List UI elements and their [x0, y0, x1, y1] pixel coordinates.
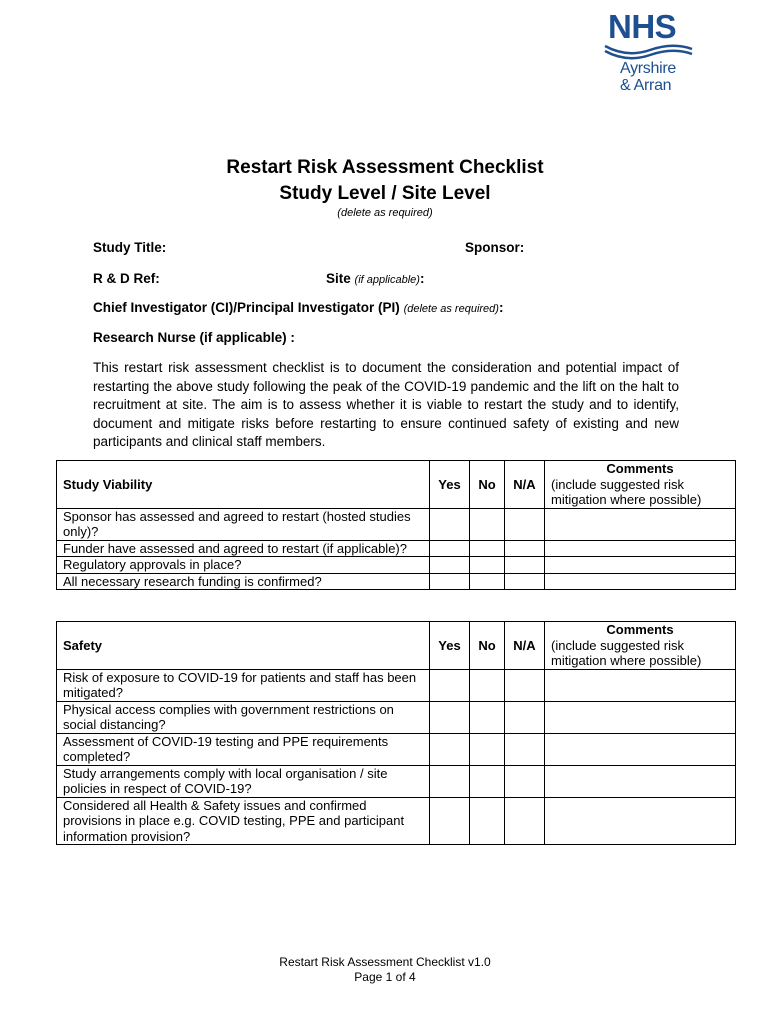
comments-cell[interactable] [545, 765, 736, 797]
comments-cell[interactable] [545, 733, 736, 765]
footer-version: Restart Risk Assessment Checklist v1.0 [279, 955, 491, 969]
no-column-header: No [470, 461, 505, 509]
na-column-header: N/A [505, 622, 545, 670]
checklist-item: All necessary research funding is confirmed? [57, 573, 430, 590]
yes-cell[interactable] [430, 797, 470, 845]
document-title: Restart Risk Assessment Checklist [226, 157, 544, 178]
logo-org-line1: Ayrshire [620, 60, 676, 77]
na-column-header: N/A [505, 461, 545, 509]
yes-cell[interactable] [430, 669, 470, 701]
study-title-label: Study Title: [93, 240, 167, 255]
rd-ref-label: R & D Ref: [93, 271, 160, 286]
no-cell[interactable] [470, 669, 505, 701]
yes-cell[interactable] [430, 508, 470, 540]
ci-pi-field: Chief Investigator (CI)/Principal Investigator (PI) (delete as required): [93, 300, 504, 315]
title-note: (delete as required) [337, 207, 433, 219]
checklist-item: Study arrangements comply with local organisation / site policies in respect of COVID-19? [57, 765, 430, 797]
research-nurse-label: Research Nurse (if applicable) : [93, 330, 295, 345]
na-cell[interactable] [505, 765, 545, 797]
comments-cell[interactable] [545, 508, 736, 540]
checklist-item: Considered all Health & Safety issues and confirmed provisions in place e.g. COVID testing, PPE and participant information provision? [57, 797, 430, 845]
table-row [57, 765, 736, 797]
table-row [57, 508, 736, 540]
yes-cell[interactable] [430, 557, 470, 574]
checklist-item: Regulatory approvals in place? [57, 557, 430, 574]
na-cell[interactable] [505, 733, 545, 765]
footer-page-number: Page 1 of 4 [354, 970, 416, 984]
table-row [57, 733, 736, 765]
checklist-item: Risk of exposure to COVID-19 for patients and staff has been mitigated? [57, 669, 430, 701]
section-heading: Study Viability [57, 461, 430, 509]
na-cell[interactable] [505, 573, 545, 590]
no-cell[interactable] [470, 508, 505, 540]
comments-note: (include suggested risk mitigation where possible) [551, 476, 702, 507]
table-row [57, 557, 736, 574]
yes-cell[interactable] [430, 701, 470, 733]
na-cell[interactable] [505, 669, 545, 701]
no-cell[interactable] [470, 701, 505, 733]
comments-cell[interactable] [545, 701, 736, 733]
comments-cell[interactable] [545, 557, 736, 574]
no-cell[interactable] [470, 797, 505, 845]
na-cell[interactable] [505, 508, 545, 540]
na-cell[interactable] [505, 797, 545, 845]
comments-column-header [545, 622, 736, 670]
logo-brand: NHS [608, 8, 677, 45]
study-viability-table [56, 460, 736, 590]
comments-title: Comments [606, 622, 674, 637]
yes-column-header: Yes [430, 461, 470, 509]
site-note: (if applicable) [354, 274, 420, 286]
checklist-item: Sponsor has assessed and agreed to restart (hosted studies only)? [57, 508, 430, 540]
intro-paragraph: This restart risk assessment checklist is to document the consideration and potential impact of restarting the above study following the peak of the COVID-19 pandemic and the lift on the halt to recruitment at site. The aim is to assess whether it is viable to restart the study and to identify, document and mitigate risks before restarting to ensure continued safety of existing and new participants and clinical staff members. [93, 360, 679, 449]
yes-cell[interactable] [430, 540, 470, 557]
safety-table [56, 621, 736, 845]
checklist-item: Funder have assessed and agreed to restart (if applicable)? [57, 540, 430, 557]
site-label: Site [326, 271, 351, 286]
logo-org-line2: & Arran [620, 77, 672, 94]
document-subtitle: Study Level / Site Level [279, 183, 491, 204]
no-cell[interactable] [470, 557, 505, 574]
ci-pi-label: Chief Investigator (CI)/Principal Investigator (PI) [93, 300, 400, 315]
table-header-row [57, 461, 736, 509]
comments-cell[interactable] [545, 540, 736, 557]
table-row [57, 701, 736, 733]
comments-cell[interactable] [545, 797, 736, 845]
comments-note: (include suggested risk mitigation where possible) [551, 637, 702, 668]
yes-cell[interactable] [430, 733, 470, 765]
table-header-row [57, 622, 736, 670]
table-row [57, 573, 736, 590]
checklist-item: Assessment of COVID-19 testing and PPE requirements completed? [57, 733, 430, 765]
checklist-item: Physical access complies with government restrictions on social distancing? [57, 701, 430, 733]
no-cell[interactable] [470, 540, 505, 557]
comments-title: Comments [606, 461, 674, 476]
yes-column-header: Yes [430, 622, 470, 670]
no-cell[interactable] [470, 733, 505, 765]
ci-pi-note: (delete as required) [403, 303, 499, 315]
section-heading: Safety [57, 622, 430, 670]
table-row [57, 669, 736, 701]
no-column-header: No [470, 622, 505, 670]
comments-cell[interactable] [545, 669, 736, 701]
table-row [57, 797, 736, 845]
na-cell[interactable] [505, 540, 545, 557]
no-cell[interactable] [470, 573, 505, 590]
yes-cell[interactable] [430, 573, 470, 590]
yes-cell[interactable] [430, 765, 470, 797]
no-cell[interactable] [470, 765, 505, 797]
sponsor-label: Sponsor: [465, 240, 525, 255]
comments-cell[interactable] [545, 573, 736, 590]
nhs-logo [600, 8, 700, 94]
wave-icon [600, 42, 700, 62]
site-field: Site (if applicable): [326, 271, 425, 286]
na-cell[interactable] [505, 701, 545, 733]
na-cell[interactable] [505, 557, 545, 574]
table-row [57, 540, 736, 557]
comments-column-header [545, 461, 736, 509]
